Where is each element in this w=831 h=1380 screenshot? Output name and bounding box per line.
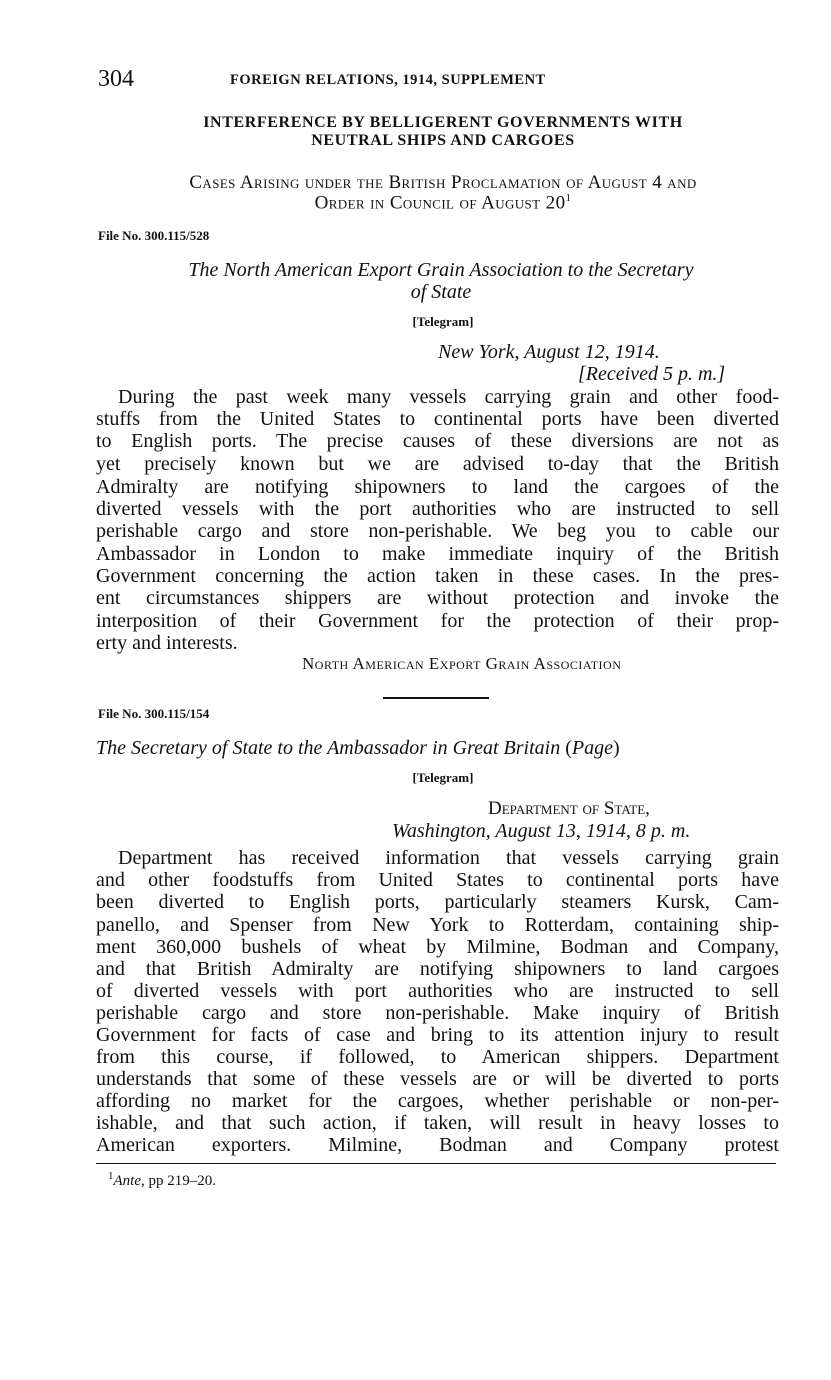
signature: North American Export Grain Association [302, 654, 622, 673]
received-note: [Received 5 p. m.] [578, 363, 726, 385]
body-line: and that British Admiralty are notifying shipowners to land cargoes [96, 958, 779, 980]
body-line: from this course, if followed, to American shippers. Department [96, 1046, 779, 1068]
body-line: been diverted to English ports, particularly steamers Kursk, Cam- [96, 891, 779, 913]
footnote-rule [96, 1163, 776, 1164]
footnote-text: pp 219–20. [148, 1173, 216, 1189]
body-line: yet precisely known but we are advised to-day that the British [96, 453, 779, 475]
document-title-text: The Secretary of State to the Ambassador in Great Britain [96, 737, 561, 759]
department-line: Department of State, [488, 798, 650, 819]
file-number: File No. 300.115/154 [98, 706, 210, 721]
dateline: New York, August 12, 1914. [438, 341, 660, 363]
body-line: Department has received information that vessels carrying grain [118, 847, 779, 869]
section-title-line-2: NEUTRAL SHIPS AND CARGOES [311, 132, 575, 149]
footnote-marker: 1 [565, 192, 572, 204]
body-line: Admiralty are notifying shipowners to land the cargoes of the [96, 476, 779, 498]
document-title-paren: Page [571, 737, 613, 759]
running-title: FOREIGN RELATIONS, 1914, SUPPLEMENT [230, 72, 546, 88]
telegram-label: [Telegram] [412, 770, 474, 785]
section-subtitle-text: Order in Council of August 20 [314, 192, 566, 214]
body-line: Government for facts of case and bring to its attention injury to result [96, 1024, 779, 1046]
body-line: ishable, and that such action, if taken, will result in heavy losses to [96, 1112, 779, 1134]
footnote-ref: Ante, [113, 1173, 145, 1189]
body-line: Government concerning the action taken in these cases. In the pres- [96, 565, 779, 587]
body-line: understands that some of these vessels are or will be diverted to ports [96, 1068, 779, 1090]
section-subtitle-line-1: Cases Arising under the British Proclamation of August 4 and [189, 172, 697, 193]
document-title: The Secretary of State to the Ambassador in Great Britain (Page) [96, 737, 620, 759]
body-line: perishable cargo and store non-perishable. Make inquiry of British [96, 1002, 779, 1024]
body-line: and other foodstuffs from United States to continental ports have [96, 869, 779, 891]
document-title-line-2: of State [410, 281, 472, 303]
file-number: File No. 300.115/528 [98, 228, 210, 243]
footnote-marker: 1 [108, 1170, 114, 1182]
body-line: erty and interests. [96, 632, 238, 654]
body-line: ment 360,000 bushels of wheat by Milmine, Bodman and Company, [96, 936, 779, 958]
section-title-line-1: INTERFERENCE BY BELLIGERENT GOVERNMENTS WITH [203, 114, 683, 131]
dateline: Washington, August 13, 1914, 8 p. m. [392, 820, 691, 842]
body-line: During the past week many vessels carrying grain and other food- [118, 386, 779, 408]
document-title-line-1: The North American Export Grain Association to the Secretary [188, 259, 694, 281]
body-line: Ambassador in London to make immediate inquiry of the British [96, 543, 779, 565]
body-line: perishable cargo and store non-perishable. We beg you to cable our [96, 520, 779, 542]
section-subtitle-line-2 [98, 192, 788, 214]
separator-rule [383, 697, 489, 699]
footnote [108, 1170, 216, 1190]
body-line: affording no market for the cargoes, whether perishable or non-per- [96, 1090, 779, 1112]
telegram-label: [Telegram] [412, 314, 474, 329]
body-line: ent circumstances shippers are without protection and invoke the [96, 587, 779, 609]
running-header [98, 66, 780, 96]
body-line: to English ports. The precise causes of these diversions are not as [96, 430, 779, 452]
body-line: panello, and Spenser from New York to Rotterdam, containing ship- [96, 914, 779, 936]
body-line: American exporters. Milmine, Bodman and Company protest [96, 1134, 779, 1156]
body-line: stuffs from the United States to continental ports have been diverted [96, 408, 779, 430]
page-number: 304 [98, 66, 134, 92]
body-line: diverted vessels with the port authorities who are instructed to sell [96, 498, 779, 520]
body-line: interposition of their Government for the protection of their prop- [96, 610, 779, 632]
body-line: of diverted vessels with port authorities who are instructed to sell [96, 980, 779, 1002]
